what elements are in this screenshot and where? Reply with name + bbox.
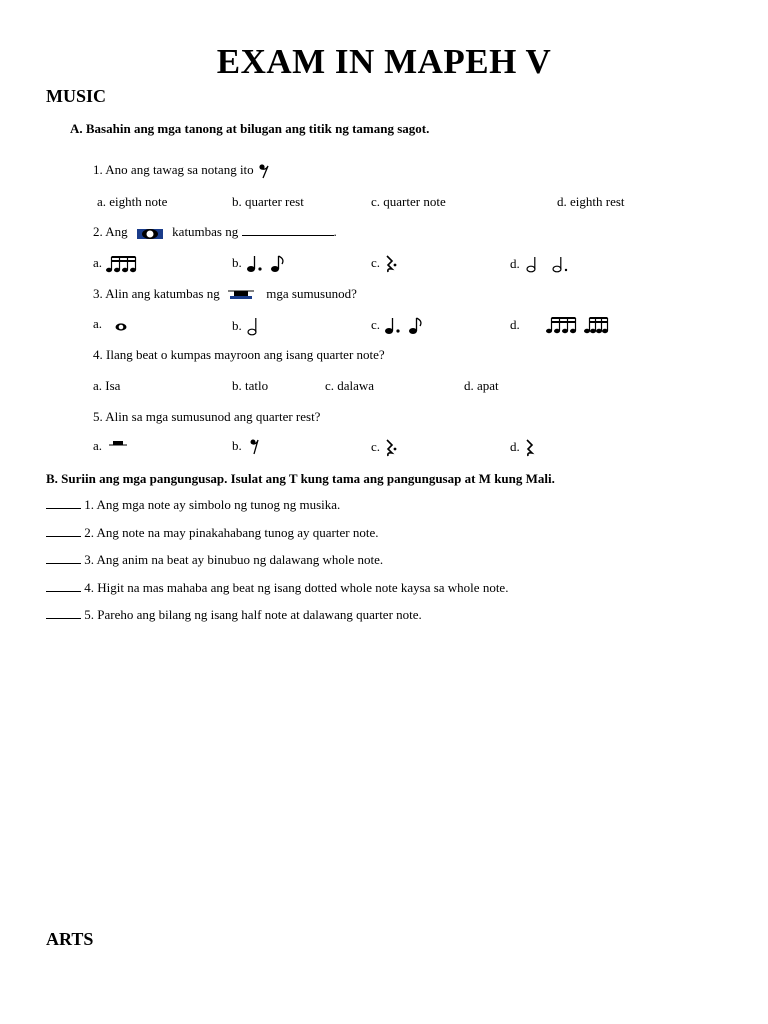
question-2-text-before: 2. Ang [93, 224, 128, 239]
half-rest-icon [105, 440, 127, 454]
q3-choice-d-label: d. [510, 316, 520, 332]
question-3-text-after: mga sumusunod? [266, 286, 357, 301]
question-5: 5. Alin sa mga sumusunod ang quarter rest? [93, 409, 321, 424]
part-b-item-text: 4. Higit na mas mahaba ang beat ng isang dotted whole note kaysa sa whole note. [84, 580, 509, 595]
question-1 [93, 162, 271, 180]
q2-choice-d-label: d. [510, 255, 520, 271]
dotted-quarter-and-eighth-note-icon [383, 316, 427, 336]
q3-choice-c-label: c. [371, 316, 381, 332]
q4-choice-a[interactable]: a. Isa [93, 378, 121, 393]
part-b-item-5 [46, 607, 422, 623]
q3-choice-a[interactable] [93, 316, 135, 333]
half-notes-icon [523, 254, 573, 276]
q1-choice-a[interactable]: a. eighth note [97, 194, 168, 209]
answer-blank[interactable] [242, 235, 334, 236]
q4-choice-b[interactable]: b. tatlo [232, 378, 269, 393]
part-b-instruction: B. Suriin ang mga pangungusap. Isulat ang T kung tama ang pangungusap at M kung Mali. [46, 471, 555, 486]
part-b-item-text: 5. Pareho ang bilang ng isang half note at dalawang quarter note. [84, 607, 422, 622]
part-b-item-text: 1. Ang mga note ay simbolo ng tunog ng musika. [84, 497, 341, 512]
q5-choice-c[interactable] [371, 438, 399, 458]
whole-note-icon [105, 317, 135, 333]
half-note-icon [245, 316, 261, 338]
q5-choice-d[interactable] [510, 438, 537, 458]
part-b-item-text: 2. Ang note na may pinakahabang tunog ay quarter note. [84, 525, 379, 540]
question-4: 4. Ilang beat o kumpas mayroon ang isang quarter note? [93, 347, 385, 362]
dotted-quarter-rest-icon [383, 438, 399, 458]
q5-choice-b-label: b. [232, 438, 242, 453]
answer-blank[interactable] [46, 536, 81, 537]
q3-choice-b-label: b. [232, 317, 242, 333]
question-2-text-after: katumbas ng [172, 224, 239, 239]
q2-choice-c-label: c. [371, 254, 381, 270]
eighth-rest-icon [245, 438, 261, 456]
whole-note-icon [135, 225, 165, 241]
q3-choice-a-label: a. [93, 316, 103, 331]
q3-choice-d[interactable] [510, 316, 609, 336]
q2-choice-c[interactable] [371, 254, 399, 274]
q5-choice-a-label: a. [93, 438, 103, 453]
q1-choice-b[interactable]: b. quarter rest [232, 194, 304, 209]
part-b-item-2 [46, 525, 378, 541]
quarter-rest-icon [523, 438, 537, 458]
dotted-quarter-and-eighth-note-icon [245, 254, 289, 274]
q4-choice-c[interactable]: c. dalawa [325, 378, 375, 393]
answer-blank[interactable] [46, 508, 81, 509]
question-2 [93, 224, 337, 241]
part-a-instruction: A. Basahin ang mga tanong at bilugan ang titik ng tamang sagot. [70, 121, 430, 136]
q4-choice-d[interactable]: d. apat [464, 378, 499, 393]
q2-choice-d[interactable] [510, 254, 573, 276]
whole-rest-icon [227, 288, 255, 302]
answer-blank[interactable] [46, 563, 81, 564]
section-heading-arts: ARTS [46, 929, 94, 949]
question-3-text-before: 3. Alin ang katumbas ng [93, 286, 220, 301]
page-title: EXAM IN MAPEH V [216, 42, 552, 81]
q2-choice-a-label: a. [93, 254, 103, 270]
section-heading-music: MUSIC [46, 86, 107, 106]
answer-blank[interactable] [46, 618, 81, 619]
q1-choice-c[interactable]: c. quarter note [371, 194, 446, 209]
q2-choice-b[interactable] [232, 254, 289, 274]
two-groups-sixteenth-notes-icon [523, 316, 609, 336]
q5-choice-c-label: c. [371, 438, 381, 454]
q3-choice-b[interactable] [232, 316, 261, 338]
q5-choice-d-label: d. [510, 438, 520, 454]
q5-choice-b[interactable] [232, 438, 261, 456]
eighth-rest-icon [257, 162, 271, 180]
question-1-text: 1. Ano ang tawag sa notang ito [93, 162, 254, 177]
part-b-item-3 [46, 552, 383, 568]
answer-blank[interactable] [46, 591, 81, 592]
part-b-item-text: 3. Ang anim na beat ay binubuo ng dalawang whole note. [84, 552, 384, 567]
q3-choice-c[interactable] [371, 316, 427, 336]
dotted-quarter-rest-icon [383, 254, 399, 274]
question-2-period: . [333, 224, 337, 239]
q2-choice-a[interactable] [93, 254, 139, 274]
q5-choice-a[interactable] [93, 438, 127, 454]
q2-choice-b-label: b. [232, 254, 242, 270]
q1-choice-d[interactable]: d. eighth rest [557, 194, 625, 209]
question-3 [93, 286, 357, 302]
four-sixteenth-notes-icon [105, 254, 139, 274]
part-b-item-1 [46, 497, 340, 513]
part-b-item-4 [46, 580, 508, 596]
